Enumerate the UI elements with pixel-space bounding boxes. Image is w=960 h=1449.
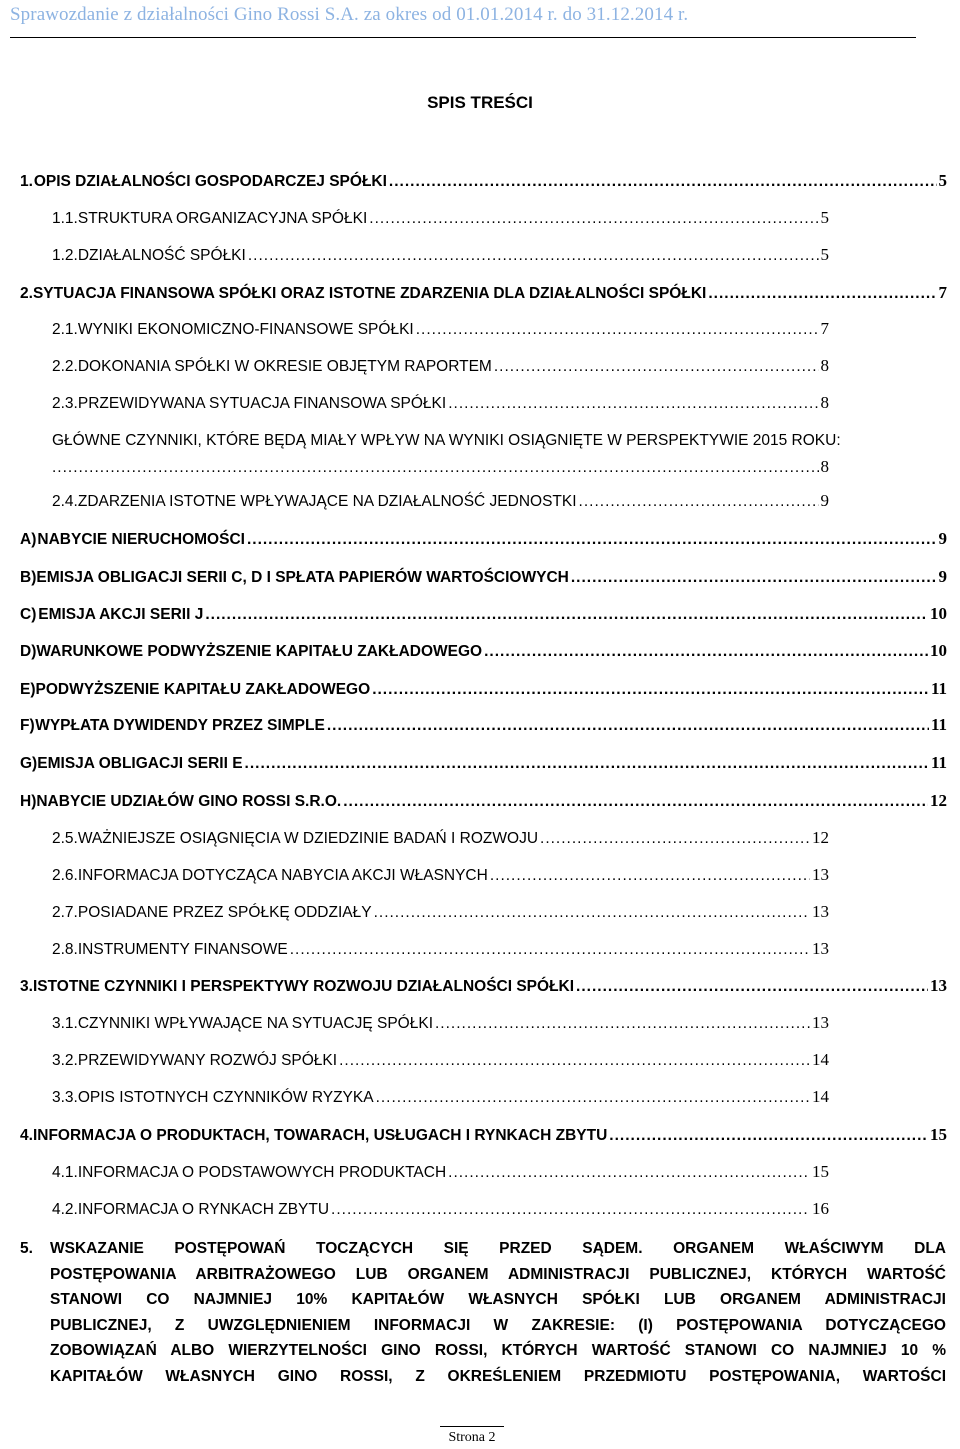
toc-entry-label: DZIAŁALNOŚĆ SPÓŁKI [77,247,246,264]
toc-entry-label-line: KAPITAŁÓW WŁASNYCH GINO ROSSI, Z OKREŚLENIEM PRZEDMIOTU POSTĘPOWANIA, WARTOŚCI [50,1367,946,1385]
toc-entry[interactable] [20,528,947,550]
toc-entry-label: DOKONANIA SPÓŁKI W OKRESIE OBJĘTYM RAPORTEM [77,358,492,375]
toc-entry-label: NABYCIE UDZIAŁÓW GINO ROSSI S.R.O. [36,793,342,810]
toc-entry-number: 2.7. [52,904,78,921]
leader-dots [540,828,810,850]
leader-dots [247,529,937,551]
leader-dots [484,641,928,663]
toc-entry-label: INFORMACJA DOTYCZĄCA NABYCIA AKCJI WŁASNYCH [77,867,488,884]
toc-entry-label: WYPŁATA DYWIDENDY PRZEZ SIMPLE [35,717,325,734]
toc-entry-number: 2.8. [52,941,78,958]
toc-entry-page: 13 [812,939,829,958]
toc-entry-label: INFORMACJA O PRODUKTACH, TOWARACH, USŁUGACH I RYNKACH ZBYTU [32,1127,608,1144]
leader-dots [448,393,818,415]
toc-entry-number: 1. [20,173,33,190]
leader-dots [708,283,936,305]
toc-entry-label: SYTUACJA FINANSOWA SPÓŁKI ORAZ ISTOTNE ZDARZENIA DLA DZIAŁALNOŚCI SPÓŁKI [32,285,707,302]
toc-entry-page: 5 [820,208,829,227]
toc-entry-number: G) [20,755,38,772]
toc-entry-number: 3. [20,978,33,995]
toc-entry-label-line: STANOWI CO NAJMNIEJ 10% KAPITAŁÓW WŁASNYCH SPÓŁKI LUB ORGANEM ADMINISTRACJI [50,1291,946,1308]
toc-entry-page: 11 [930,679,947,698]
toc-entry-page: 13 [812,1013,829,1032]
leader-dots [245,753,929,775]
toc-entry[interactable] [52,1198,829,1220]
toc-entry-number: E) [20,681,36,698]
toc-entry-number: 3.2. [52,1052,78,1069]
leader-dots [205,604,928,626]
leader-dots [327,715,929,737]
toc-entry-page: 8 [820,457,829,476]
toc-entry[interactable] [52,244,829,266]
toc-entry-label-line: PUBLICZNEJ, Z UWZGLĘDNIENIEM INFORMACJI W ZAKRESIE: (I) POSTĘPOWANIA DOTYCZĄCEGO [50,1316,946,1334]
toc-entry-page: 9 [938,567,947,586]
leader-dots [494,356,819,378]
toc-entry-label: INFORMACJA O PODSTAWOWYCH PRODUKTACH [77,1164,447,1181]
header-divider [10,37,916,38]
toc-entry-page: 10 [930,641,947,660]
toc-entry[interactable] [20,282,947,304]
toc-entry-label: WARUNKOWE PODWYŻSZENIE KAPITAŁU ZAKŁADOWEGO [36,643,483,660]
toc-entry-number: A) [20,531,37,548]
toc-entry[interactable] [20,714,947,736]
toc-entry-page: 13 [812,865,829,884]
toc-entry-number: 2. [20,285,33,302]
toc-entry-wrapped-label[interactable]: GŁÓWNE CZYNNIKI, KTÓRE BĘDĄ MIAŁY WPŁYW NA WYNIKI OSIĄGNIĘTE W PERSPEKTYWIE 2015 ROKU: [52,432,841,449]
toc-entry[interactable] [52,938,829,960]
toc-entry[interactable] [20,678,947,700]
toc-entry[interactable] [52,827,829,849]
toc-entry-label: CZYNNIKI WPŁYWAJĄCE NA SYTUACJĘ SPÓŁKI [77,1015,433,1032]
toc-entry-number: 2.6. [52,867,78,884]
toc-entry-label: NABYCIE NIERUCHOMOŚCI [37,531,245,548]
toc-entry-page: 10 [930,604,947,623]
toc-entry-number: D) [20,643,37,660]
toc-entry-number: B) [20,569,37,586]
leader-dots [369,208,818,230]
toc-entry[interactable] [52,456,829,478]
leader-dots [435,1013,810,1035]
leader-dots [343,791,928,813]
toc-entry-label: STRUKTURA ORGANIZACYJNA SPÓŁKI [77,210,368,227]
toc-entry-label-line: ZOBOWIĄZAŃ ALBO WIERZYTELNOŚCI GINO ROSSI, KTÓRYCH WARTOŚĆ STANOWI CO NAJMNIEJ 10 % [50,1342,946,1359]
toc-entry-label: PODWYŻSZENIE KAPITAŁU ZAKŁADOWEGO [35,681,371,698]
toc-entry-label: EMISJA OBLIGACJI SERII E [37,755,243,772]
toc-entry-page: 13 [812,902,829,921]
toc-entry-page: 9 [938,529,947,548]
document-header: Sprawozdanie z działalności Gino Rossi S.A. za okres od 01.01.2014 r. do 31.12.2014 r. [10,4,689,25]
toc-entry-page: 14 [812,1087,829,1106]
toc-entry[interactable] [52,318,829,340]
toc-entry-number: 5. [20,1240,33,1257]
toc-entry[interactable] [52,901,829,923]
toc-entry-number: 2.3. [52,395,78,412]
toc-entry-number: 3.1. [52,1015,78,1032]
toc-entry-label-line: POSTĘPOWANIA ARBITRAŻOWEGO LUB ORGANEM ADMINISTRACJI PUBLICZNEJ, KTÓRYCH WARTOŚĆ [50,1265,946,1283]
toc-entry-label: PRZEWIDYWANY ROZWÓJ SPÓŁKI [77,1052,338,1069]
toc-entry-label-line: WSKAZANIE POSTĘPOWAŃ TOCZĄCYCH SIĘ PRZED SĄDEM. ORGANEM WŁAŚCIWYM DLA [50,1240,946,1257]
toc-entry-number: H) [20,793,37,810]
footer-divider [440,1426,504,1427]
toc-entry-number: 4.1. [52,1164,78,1181]
toc-entry-label: WYNIKI EKONOMICZNO-FINANSOWE SPÓŁKI [77,321,414,338]
leader-dots [609,1125,928,1147]
page-number: Strona 2 [448,1430,496,1445]
toc-entry-number: 1.2. [52,247,78,264]
toc-entry-page: 15 [930,1125,947,1144]
toc-entry-label: EMISJA AKCJI SERII J [38,606,204,623]
toc-entry-page: 15 [812,1162,829,1181]
toc-entry[interactable] [20,170,947,192]
toc-entry-page: 9 [820,491,829,510]
leader-dots [374,902,810,924]
toc-entry[interactable] [52,864,829,886]
toc-entry[interactable] [20,603,947,625]
leader-dots [290,939,810,961]
toc-entry-page: 12 [812,828,829,847]
toc-entry-page: 16 [812,1199,829,1218]
toc-title: SPIS TREŚCI [427,93,533,112]
toc-entry-label: POSIADANE PRZEZ SPÓŁKĘ ODDZIAŁY [77,904,372,921]
leader-dots [416,319,819,341]
toc-entry-page: 8 [820,393,829,412]
leader-dots [331,1199,810,1221]
toc-entry-page: 11 [930,753,947,772]
toc-entry[interactable] [52,1012,829,1034]
toc-entry[interactable] [20,975,947,997]
toc-entry-page: 5 [820,245,829,264]
toc-entry[interactable] [20,790,947,812]
toc-entry-number: F) [20,717,35,734]
toc-entry[interactable] [20,566,947,588]
toc-entry-page: 7 [938,283,947,302]
leader-dots [372,679,929,701]
toc-entry-number: 2.2. [52,358,78,375]
toc-entry[interactable] [52,1161,829,1183]
leader-dots [376,1087,810,1109]
leader-dots [389,171,937,193]
toc-entry-page: 14 [812,1050,829,1069]
toc-entry-label: ZDARZENIA ISTOTNE WPŁYWAJĄCE NA DZIAŁALNOŚĆ JEDNOSTKI [77,493,577,510]
leader-dots [52,457,819,479]
toc-entry-number: 4.2. [52,1201,78,1218]
toc-entry-page: 12 [930,791,947,810]
toc-entry-label: WAŻNIEJSZE OSIĄGNIĘCIA W DZIEDZINIE BADAŃ I ROZWOJU [77,830,539,847]
toc-entry[interactable] [52,355,829,377]
leader-dots [339,1050,810,1072]
toc-entry-number: 2.1. [52,321,78,338]
toc-entry[interactable] [20,1124,947,1146]
toc-entry-number: 4. [20,1127,33,1144]
toc-entry-number: 2.4. [52,493,78,510]
toc-entry[interactable] [20,752,947,774]
toc-entry-page: 13 [930,976,947,995]
toc-entry-label: INSTRUMENTY FINANSOWE [77,941,288,958]
toc-entry[interactable] [52,1086,829,1108]
leader-dots [579,491,819,513]
toc-entry-label: PRZEWIDYWANA SYTUACJA FINANSOWA SPÓŁKI [77,395,447,412]
leader-dots [490,865,810,887]
toc-entry-page: 5 [938,171,947,190]
toc-entry-label: OPIS DZIAŁALNOŚCI GOSPODARCZEJ SPÓŁKI [33,173,387,190]
toc-entry[interactable] [52,207,829,229]
toc-entry-number: C) [20,606,37,623]
toc-entry-number: 1.1. [52,210,78,227]
toc-entry[interactable] [52,490,829,512]
toc-entry-page: 7 [820,319,829,338]
leader-dots [576,976,928,998]
toc-entry[interactable] [52,392,829,414]
toc-entry-page: 11 [930,715,947,734]
leader-dots [448,1162,810,1184]
toc-entry-label: OPIS ISTOTNYCH CZYNNIKÓW RYZYKA [77,1089,374,1106]
toc-entry-label: EMISJA OBLIGACJI SERII C, D I SPŁATA PAPIERÓW WARTOŚCIOWYCH [36,569,569,586]
leader-dots [248,245,819,267]
toc-entry[interactable] [20,640,947,662]
leader-dots [571,567,937,589]
toc-entry[interactable] [52,1049,829,1071]
toc-entry-number: 2.5. [52,830,78,847]
toc-entry-label: INFORMACJA O RYNKACH ZBYTU [77,1201,330,1218]
toc-entry-page: 8 [820,356,829,375]
toc-entry-number: 3.3. [52,1089,78,1106]
toc-entry-label: ISTOTNE CZYNNIKI I PERSPEKTYWY ROZWOJU DZIAŁALNOŚCI SPÓŁKI [32,978,575,995]
